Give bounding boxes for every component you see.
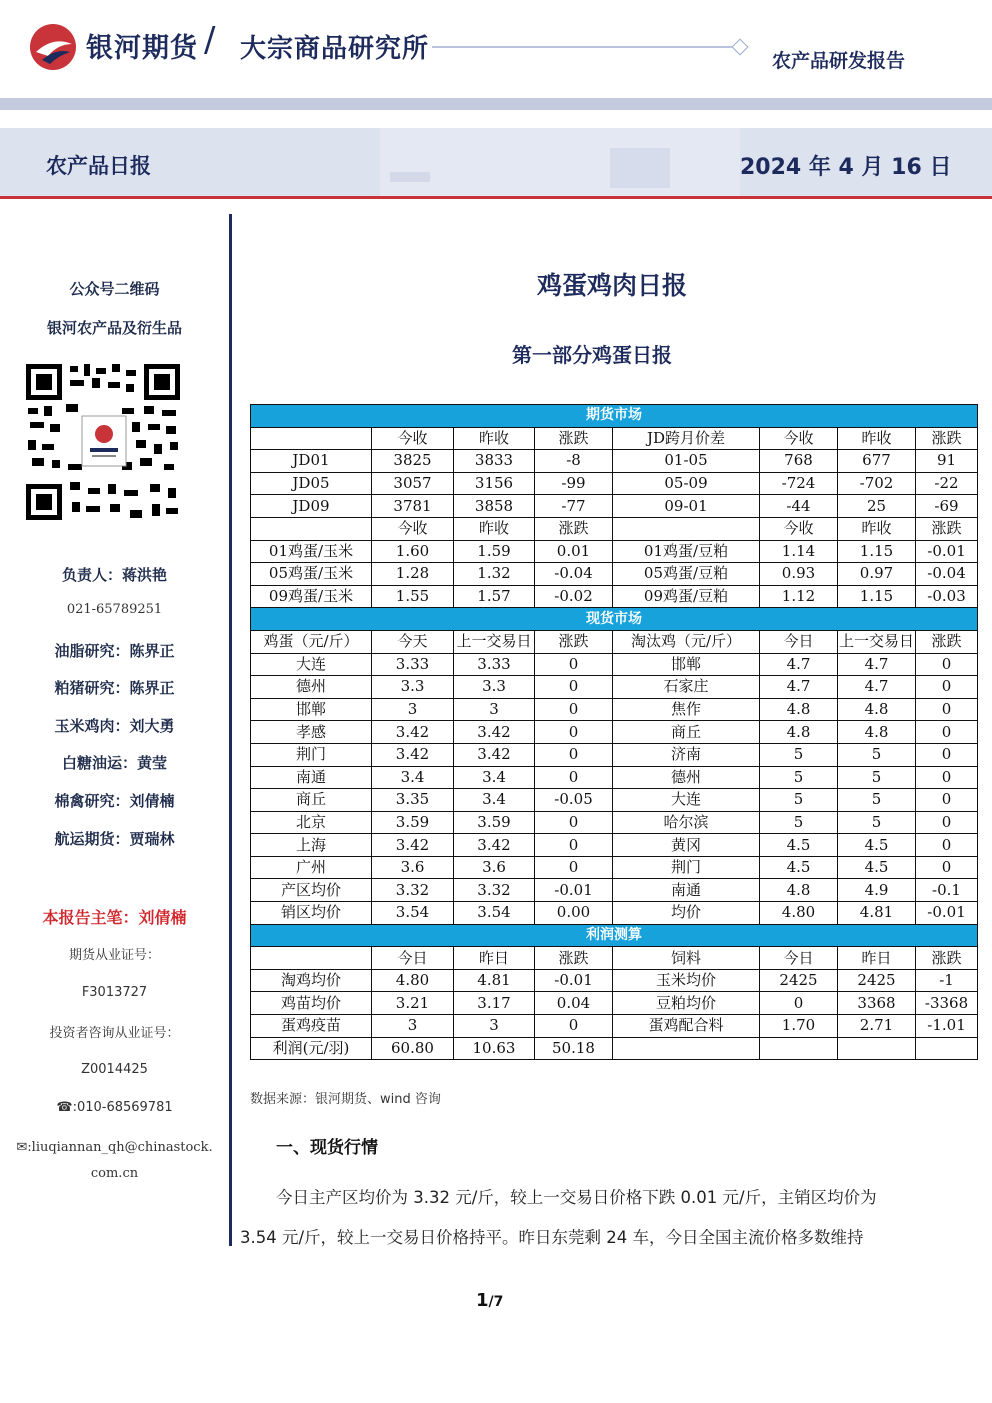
table-cell: 孝感 <box>251 721 372 744</box>
table-cell: 1.57 <box>454 585 535 608</box>
table-cell: 25 <box>838 495 916 518</box>
table-cell: 涨跌 <box>535 427 613 450</box>
table-row <box>251 698 978 721</box>
table-cell: 3.32 <box>372 879 454 902</box>
table-cell: 3.42 <box>454 721 535 744</box>
brand-name: 银河期货 <box>86 33 198 64</box>
section-header-cell: 期货市场 <box>251 405 978 428</box>
table-cell: 0 <box>916 653 978 676</box>
table-cell: 3781 <box>372 495 454 518</box>
table-cell: 昨收 <box>454 517 535 540</box>
table-cell: 广州 <box>251 856 372 879</box>
sidebar-item-corn: 玉米鸡肉：刘大勇 <box>54 717 175 735</box>
phone-line: ☎:010-68569781 <box>56 1100 173 1115</box>
table-cell: 3 <box>454 698 535 721</box>
paragraph-line: 今日主产区均价为 3.32 元/斤，较上一交易日价格下跌 0.01 元/斤，主销区均价为 <box>276 1188 877 1207</box>
table-cell: 0 <box>535 856 613 879</box>
table-cell: JD05 <box>251 472 372 495</box>
table-cell: 60.80 <box>372 1037 454 1060</box>
table-cell: 3156 <box>454 472 535 495</box>
table-cell: 3.4 <box>454 789 535 812</box>
sidebar-item-oil: 油脂研究：陈界正 <box>54 642 175 660</box>
table-row <box>251 653 978 676</box>
table-cell: -724 <box>760 472 838 495</box>
table-cell: 3.54 <box>454 902 535 925</box>
sidebar-item-phone: 021-65789251 <box>66 602 163 617</box>
table-cell: 3833 <box>454 450 535 473</box>
table-cell: -77 <box>535 495 613 518</box>
table-cell: 0 <box>760 992 838 1015</box>
table-row <box>251 721 978 744</box>
table-cell: 4.5 <box>760 856 838 879</box>
table-row <box>251 517 978 540</box>
table-cell: 豆粕均价 <box>613 992 760 1015</box>
table-cell: 2425 <box>760 969 838 992</box>
table-cell: 0 <box>916 789 978 812</box>
table-cell: 4.80 <box>760 902 838 925</box>
table-row <box>251 630 978 653</box>
table-section-row <box>251 608 978 631</box>
table-row <box>251 811 978 834</box>
table-row <box>251 947 978 970</box>
table-row <box>251 902 978 925</box>
table-cell: 0.01 <box>535 540 613 563</box>
table-cell: 0 <box>535 721 613 744</box>
section-header-cell: 利润测算 <box>251 924 978 947</box>
table-cell: 09-01 <box>613 495 760 518</box>
consult-label: 投资者咨询从业证号： <box>49 1026 180 1041</box>
table-cell: 4.5 <box>838 834 916 857</box>
sidebar-item-cotton: 棉禽研究：刘倩楠 <box>54 792 175 810</box>
table-row <box>251 495 978 518</box>
table-cell: 1.70 <box>760 1015 838 1038</box>
table-row <box>251 1015 978 1038</box>
table-cell: 05鸡蛋/豆粕 <box>613 563 760 586</box>
table-cell: 4.5 <box>838 856 916 879</box>
table-cell: 今收 <box>372 517 454 540</box>
report-type: 农产品研发报告 <box>772 50 906 72</box>
table-cell: 3.42 <box>454 834 535 857</box>
table-cell: 饲料 <box>613 947 760 970</box>
table-cell: 4.81 <box>838 902 916 925</box>
table-cell: 3 <box>372 1015 454 1038</box>
section-header-cell: 现货市场 <box>251 608 978 631</box>
table-cell: 北京 <box>251 811 372 834</box>
table-cell: 4.80 <box>372 969 454 992</box>
title-band-underline <box>0 196 992 199</box>
table-cell: -0.04 <box>916 563 978 586</box>
table-cell: 1.32 <box>454 563 535 586</box>
table-cell: 5 <box>760 789 838 812</box>
table-cell: 涨跌 <box>916 630 978 653</box>
table-cell: 3.42 <box>372 721 454 744</box>
table-cell: -0.04 <box>535 563 613 586</box>
daily-label: 农产品日报 <box>46 154 151 178</box>
table-cell: 德州 <box>251 676 372 699</box>
table-cell: 4.7 <box>760 676 838 699</box>
table-cell: 蛋鸡疫苗 <box>251 1015 372 1038</box>
consult-number: Z0014425 <box>81 1062 148 1077</box>
table-row <box>251 450 978 473</box>
egg-market-table <box>250 404 978 1060</box>
table-cell: -22 <box>916 472 978 495</box>
table-cell <box>613 1037 760 1060</box>
table-cell: 0 <box>916 721 978 744</box>
table-row <box>251 1037 978 1060</box>
table-cell: 677 <box>838 450 916 473</box>
table-cell: 5 <box>838 743 916 766</box>
document-title: 鸡蛋鸡肉日报 <box>536 271 687 300</box>
table-cell: 昨收 <box>838 517 916 540</box>
table-cell: 3.3 <box>372 676 454 699</box>
table-row <box>251 856 978 879</box>
table-cell: 今日 <box>760 947 838 970</box>
table-cell: -99 <box>535 472 613 495</box>
table-cell: 鸡蛋（元/斤） <box>251 630 372 653</box>
qr-code-icon <box>26 364 180 520</box>
table-cell: 4.9 <box>838 879 916 902</box>
galaxy-logo-icon <box>28 22 78 72</box>
table-cell: 蛋鸡配合料 <box>613 1015 760 1038</box>
table-cell: 0.97 <box>838 563 916 586</box>
table-cell: 5 <box>838 766 916 789</box>
page-current: 1 <box>476 1290 489 1311</box>
table-cell: 3.59 <box>454 811 535 834</box>
table-cell: -0.02 <box>535 585 613 608</box>
table-row <box>251 676 978 699</box>
table-cell: -0.05 <box>535 789 613 812</box>
table-cell: 50.18 <box>535 1037 613 1060</box>
table-section-row <box>251 405 978 428</box>
table-cell: 4.8 <box>838 721 916 744</box>
sidebar-item-head: 负责人：蒋洪艳 <box>61 566 167 584</box>
table-cell: 3057 <box>372 472 454 495</box>
sidebar-item-sugar: 白糖油运：黄莹 <box>61 754 167 772</box>
table-cell: -44 <box>760 495 838 518</box>
table-cell: 黄冈 <box>613 834 760 857</box>
table-cell: 4.8 <box>760 721 838 744</box>
header-divider: / <box>204 20 216 60</box>
table-cell: 3.42 <box>372 743 454 766</box>
table-cell: 2.71 <box>838 1015 916 1038</box>
table-cell: 昨收 <box>838 427 916 450</box>
table-cell: 0 <box>535 676 613 699</box>
table-section-row <box>251 924 978 947</box>
cert-label: 期货从业证号： <box>68 948 160 963</box>
table-cell: 4.7 <box>838 653 916 676</box>
section-heading: 一、现货行情 <box>276 1138 378 1158</box>
table-cell: 3.33 <box>372 653 454 676</box>
table-cell: 4.7 <box>838 676 916 699</box>
table-cell: 4.5 <box>760 834 838 857</box>
table-cell: 4.81 <box>454 969 535 992</box>
table-cell: -69 <box>916 495 978 518</box>
table-cell: 涨跌 <box>916 427 978 450</box>
table-cell: 768 <box>760 450 838 473</box>
email-line-cont[interactable]: com.cn <box>90 1166 139 1181</box>
table-cell: -702 <box>838 472 916 495</box>
table-cell: 0 <box>916 834 978 857</box>
table-cell: 0 <box>916 676 978 699</box>
table-cell: -0.1 <box>916 879 978 902</box>
table-cell: 利润(元/羽) <box>251 1037 372 1060</box>
table-cell: 涨跌 <box>535 630 613 653</box>
table-cell: 4.8 <box>838 698 916 721</box>
table-cell: 1.15 <box>838 585 916 608</box>
table-cell: JD01 <box>251 450 372 473</box>
table-row <box>251 743 978 766</box>
table-cell: 3.42 <box>372 834 454 857</box>
table-cell: 鸡苗均价 <box>251 992 372 1015</box>
table-cell: 昨日 <box>454 947 535 970</box>
header-rule <box>432 46 732 48</box>
table-cell <box>760 1037 838 1060</box>
table-cell <box>916 1037 978 1060</box>
table-cell: 商丘 <box>251 789 372 812</box>
table-cell: 邯郸 <box>251 698 372 721</box>
table-cell: 3.54 <box>372 902 454 925</box>
table-cell: 哈尔滨 <box>613 811 760 834</box>
table-cell: -0.01 <box>535 969 613 992</box>
table-cell: 4.8 <box>760 698 838 721</box>
table-row <box>251 969 978 992</box>
table-cell: 3.6 <box>454 856 535 879</box>
page-header <box>0 0 992 110</box>
sidebar-item-hog: 粕猪研究：陈界正 <box>54 679 175 697</box>
table-cell: 1.14 <box>760 540 838 563</box>
table-cell: 5 <box>838 811 916 834</box>
table-cell: 涨跌 <box>535 947 613 970</box>
table-cell: 2425 <box>838 969 916 992</box>
table-cell: 5 <box>838 789 916 812</box>
table-cell: 大连 <box>613 789 760 812</box>
table-cell: 3 <box>454 1015 535 1038</box>
table-cell: 0 <box>535 811 613 834</box>
table-cell: 3.4 <box>454 766 535 789</box>
table-cell: 济南 <box>613 743 760 766</box>
table-cell: 玉米均价 <box>613 969 760 992</box>
table-row <box>251 789 978 812</box>
table-cell: 0 <box>535 834 613 857</box>
table-cell: 01-05 <box>613 450 760 473</box>
table-cell: 3.32 <box>454 879 535 902</box>
table-cell: 01鸡蛋/玉米 <box>251 540 372 563</box>
table-cell: 3825 <box>372 450 454 473</box>
table-cell: 3.59 <box>372 811 454 834</box>
table-cell: 0 <box>535 1015 613 1038</box>
table-cell: -1 <box>916 969 978 992</box>
table-cell: -1.01 <box>916 1015 978 1038</box>
table-cell: 0 <box>535 766 613 789</box>
table-cell: -0.01 <box>535 879 613 902</box>
table-cell: 5 <box>760 743 838 766</box>
table-cell: 邯郸 <box>613 653 760 676</box>
table-row <box>251 563 978 586</box>
table-cell: 涨跌 <box>535 517 613 540</box>
table-cell: 今收 <box>760 427 838 450</box>
table-cell: 今收 <box>372 427 454 450</box>
table-cell: -0.01 <box>916 902 978 925</box>
table-cell: 3.17 <box>454 992 535 1015</box>
table-cell: 今日 <box>760 630 838 653</box>
table-cell: 今日 <box>372 947 454 970</box>
table-cell: 上一交易日 <box>454 630 535 653</box>
table-cell <box>613 517 760 540</box>
table-cell: 5 <box>760 811 838 834</box>
table-cell: 4.7 <box>760 653 838 676</box>
table-cell: 3.21 <box>372 992 454 1015</box>
data-source: 数据来源：银河期货、wind 咨询 <box>250 1092 441 1107</box>
table-cell: -3368 <box>916 992 978 1015</box>
table-cell: 05鸡蛋/玉米 <box>251 563 372 586</box>
table-cell: 1.59 <box>454 540 535 563</box>
table-cell: 91 <box>916 450 978 473</box>
table-cell: 0.00 <box>535 902 613 925</box>
table-cell: JD跨月价差 <box>613 427 760 450</box>
table-cell: 0.93 <box>760 563 838 586</box>
author-line: 本报告主笔：刘倩楠 <box>42 908 187 927</box>
table-cell: 涨跌 <box>916 947 978 970</box>
table-cell: 0 <box>535 653 613 676</box>
table-cell: 淘鸡均价 <box>251 969 372 992</box>
table-cell: 0 <box>916 698 978 721</box>
table-cell: 涨跌 <box>916 517 978 540</box>
table-cell: 05-09 <box>613 472 760 495</box>
cert-number: F3013727 <box>81 985 148 1000</box>
table-cell: 3.3 <box>454 676 535 699</box>
table-row <box>251 472 978 495</box>
table-cell: 0 <box>916 743 978 766</box>
table-cell: 荆门 <box>613 856 760 879</box>
table-cell <box>251 427 372 450</box>
table-row <box>251 879 978 902</box>
table-cell: 4.8 <box>760 879 838 902</box>
table-cell: 昨日 <box>838 947 916 970</box>
diamond-icon <box>732 39 749 56</box>
qr-title: 公众号二维码 <box>69 280 160 298</box>
table-row <box>251 992 978 1015</box>
table-cell: 1.28 <box>372 563 454 586</box>
sidebar-item-shipping: 航运期货：贾瑞林 <box>54 830 175 848</box>
header-band <box>0 98 992 110</box>
table-cell: 3.33 <box>454 653 535 676</box>
page-number <box>476 1290 503 1311</box>
table-cell: 南通 <box>251 766 372 789</box>
table-cell: 南通 <box>613 879 760 902</box>
table-row <box>251 427 978 450</box>
table-cell: 1.15 <box>838 540 916 563</box>
table-cell: 焦作 <box>613 698 760 721</box>
email-line[interactable]: ✉:liuqiannan_qh@chinastock. <box>16 1140 213 1155</box>
table-cell: 1.12 <box>760 585 838 608</box>
table-cell: 0 <box>535 698 613 721</box>
table-cell: 上海 <box>251 834 372 857</box>
table-cell <box>251 947 372 970</box>
table-cell: 3.35 <box>372 789 454 812</box>
table-cell <box>838 1037 916 1060</box>
table-cell: 产区均价 <box>251 879 372 902</box>
table-row <box>251 540 978 563</box>
table-cell: 5 <box>760 766 838 789</box>
table-row <box>251 585 978 608</box>
institute-name: 大宗商品研究所 <box>240 34 430 64</box>
table-cell: 昨收 <box>454 427 535 450</box>
table-cell: 石家庄 <box>613 676 760 699</box>
table-row <box>251 766 978 789</box>
table-cell: 3.42 <box>454 743 535 766</box>
table-cell: -8 <box>535 450 613 473</box>
table-cell: 3.6 <box>372 856 454 879</box>
page-total: /7 <box>488 1294 504 1310</box>
table-cell: 3 <box>372 698 454 721</box>
table-cell: 1.55 <box>372 585 454 608</box>
table-cell: 10.63 <box>454 1037 535 1060</box>
table-cell: 3858 <box>454 495 535 518</box>
table-cell: 3368 <box>838 992 916 1015</box>
table-cell: 0 <box>916 811 978 834</box>
table-cell: 0 <box>535 743 613 766</box>
table-cell: 荆门 <box>251 743 372 766</box>
table-cell: 3.4 <box>372 766 454 789</box>
table-cell: 今天 <box>372 630 454 653</box>
table-cell: -0.01 <box>916 540 978 563</box>
qr-subtitle: 银河农产品及衍生品 <box>46 319 182 337</box>
paragraph-line: 3.54 元/斤，较上一交易日价格持平。昨日东莞剩 24 车，今日全国主流价格多数维持 <box>240 1228 864 1247</box>
table-cell: 淘汰鸡（元/斤） <box>613 630 760 653</box>
table-cell: 09鸡蛋/玉米 <box>251 585 372 608</box>
table-cell: -0.03 <box>916 585 978 608</box>
table-cell: 上一交易日 <box>838 630 916 653</box>
part-title: 第一部分鸡蛋日报 <box>512 343 672 367</box>
table-cell: 0 <box>916 766 978 789</box>
table-cell: 01鸡蛋/豆粕 <box>613 540 760 563</box>
band-decoration-icon <box>380 128 740 196</box>
table-cell: 大连 <box>251 653 372 676</box>
sidebar-divider <box>229 214 232 1246</box>
table-cell: 1.60 <box>372 540 454 563</box>
table-cell: 德州 <box>613 766 760 789</box>
table-cell: 09鸡蛋/豆粕 <box>613 585 760 608</box>
report-date: 2024 年 4 月 16 日 <box>740 155 952 180</box>
table-cell: JD09 <box>251 495 372 518</box>
table-cell: 0.04 <box>535 992 613 1015</box>
table-cell: 0 <box>916 856 978 879</box>
table-cell: 均价 <box>613 902 760 925</box>
table-cell: 商丘 <box>613 721 760 744</box>
table-cell <box>251 517 372 540</box>
table-cell: 今收 <box>760 517 838 540</box>
table-cell: 销区均价 <box>251 902 372 925</box>
table-row <box>251 834 978 857</box>
